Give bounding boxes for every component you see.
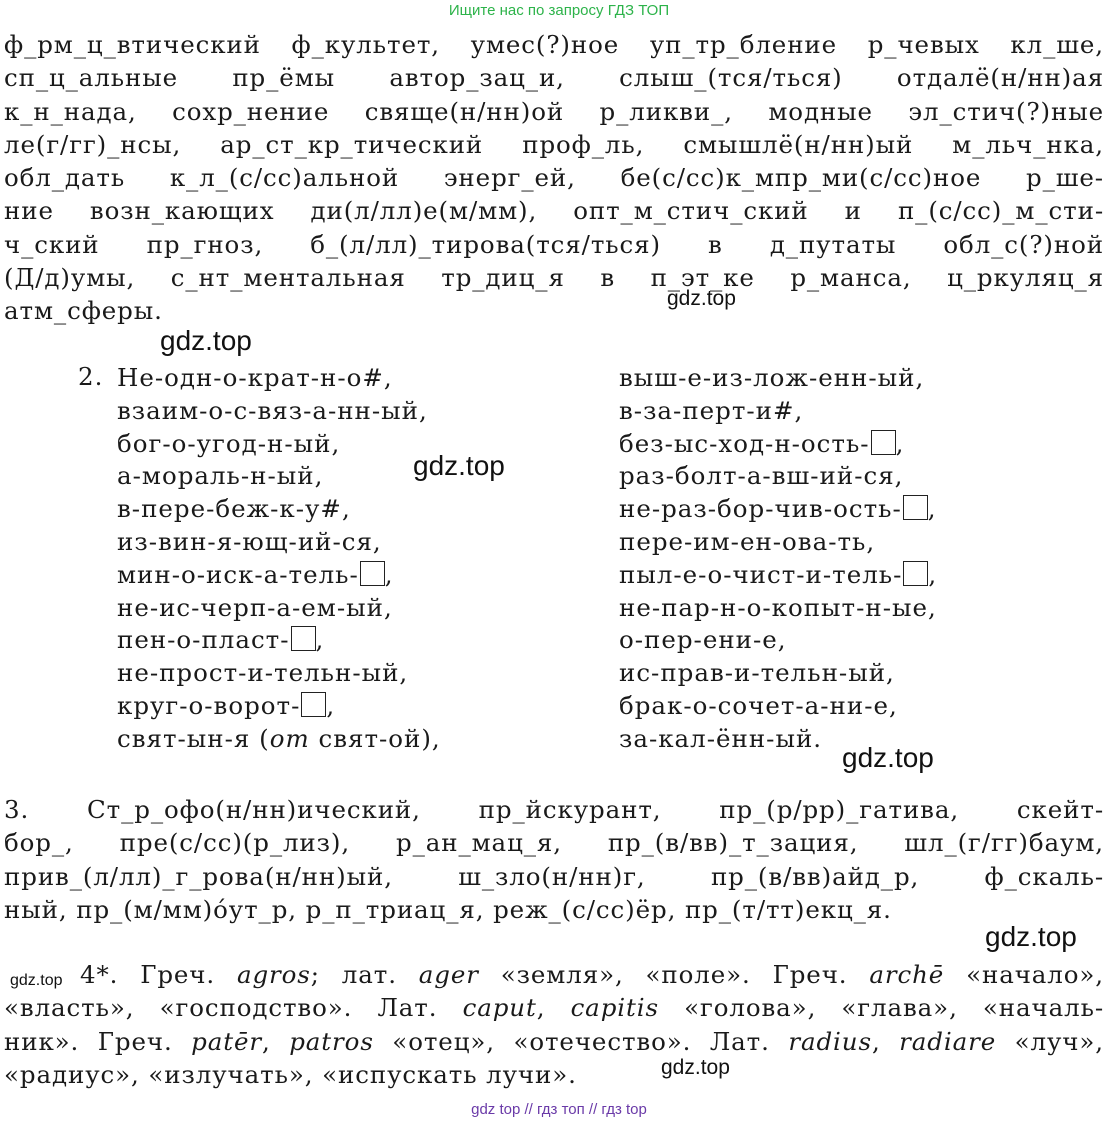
word-text: не-ис-черп-а-ем-ый, (117, 592, 393, 622)
zero-ending-box-icon (291, 626, 316, 651)
morpheme-word (619, 592, 937, 625)
word-punct: , (384, 559, 394, 589)
line-fragment: «начало», (944, 960, 1104, 989)
zero-ending-box-icon (301, 692, 326, 717)
exercise-1-text (4, 28, 1104, 328)
word-text: раз-болт-а-вш-ий-ся, (619, 461, 904, 491)
text-line: ле(г/гг)_нсы, ар_ст_кр_тический проф_ль, смышлё(н/нн)ый м_льч_нка, (4, 129, 1104, 159)
word-text: взаим-о-с-вяз-а-нн-ый, (117, 395, 428, 425)
word-text: бог-о-угод-н-ый, (117, 428, 341, 458)
line-fragment: «голова», «глава», «началь- (658, 993, 1105, 1023)
morpheme-word (117, 493, 441, 526)
word-text: ис-прав-и-тельн-ый, (619, 658, 895, 688)
line-fragment: ник». Греч. (4, 1026, 192, 1056)
morpheme-word (117, 428, 441, 461)
text-line (80, 958, 1104, 991)
line-fragment: «отец», «отечество». Лат. (373, 1026, 789, 1056)
morpheme-word (619, 395, 937, 428)
morpheme-word (619, 657, 937, 690)
word-text: без-ыс-ход-н-ость- (619, 428, 870, 458)
exercise-2-right-column (619, 362, 937, 756)
word-punct: , (326, 690, 336, 720)
word-punct: , (895, 428, 905, 458)
text-line: 3. Ст_р_офо(н/нн)ический, пр_йскурант, пр_(р/рр)_гатива, скейт- (4, 795, 1104, 824)
exercise-3-text (4, 793, 1104, 926)
morpheme-word (619, 624, 937, 657)
word-text: о-пер-ени-е, (619, 625, 787, 655)
text-line (4, 1025, 1104, 1058)
text-line: ч_ский пр_гноз, б_(л/лл)_тирова(тся/ться) в д_путаты обл_с(?)ной (4, 229, 1104, 259)
text-line: (Д/д)умы, с_нт_ментальная тр_диц_я в п_эт_ке р_манса, ц_ркуляц_я (4, 263, 1104, 293)
morpheme-word (117, 657, 441, 690)
word-text: в-пере-беж-к-у#, (117, 494, 351, 524)
zero-ending-box-icon (903, 495, 928, 520)
word-text: из-вин-я-ющ-ий-ся, (117, 526, 382, 556)
watermark: gdz.top (667, 287, 736, 310)
morpheme-word (619, 526, 937, 559)
watermark: gdz.top (985, 921, 1077, 952)
morpheme-word (619, 559, 937, 592)
word-text: пыл-е-о-чист-и-тель- (619, 559, 903, 589)
line-fragment: ; лат. (310, 960, 419, 989)
text-line: сп_ц_альные пр_ёмы автор_зац_и, слыш_(тся/ться) отдалё(н/нн)ая (4, 63, 1104, 93)
text-line (4, 1058, 1104, 1091)
morpheme-word (117, 592, 441, 625)
morpheme-word (619, 428, 937, 461)
term-italic: agros (236, 960, 311, 989)
word-text: выш-е-из-лож-енн-ый, (619, 363, 925, 392)
word-text: в-за-перт-и#, (619, 395, 804, 425)
morpheme-word (619, 460, 937, 493)
word-text: пере-им-ен-ова-ть, (619, 526, 876, 556)
morpheme-word (619, 493, 937, 526)
morpheme-word (619, 690, 937, 723)
morpheme-word (117, 526, 441, 559)
watermark: gdz.top (160, 325, 252, 356)
text-line: прив_(л/лл)_г_рова(н/нн)ый, ш_зло(н/нн)г, пр_(в/вв)айд_р, ф_скаль- (4, 861, 1104, 891)
morpheme-word (117, 690, 441, 723)
zero-ending-box-icon (903, 561, 928, 586)
term-italic: capitis (570, 993, 659, 1023)
text-line: бор_, пре(с/сс)(р_лиз), р_ан_мац_я, пр_(в/вв)_т_зация, шл_(г/гг)баум, (4, 828, 1104, 858)
morpheme-word (117, 395, 441, 428)
morpheme-word (117, 624, 441, 657)
term-italic: archē (869, 960, 945, 989)
word-text: брак-о-сочет-а-ни-е, (619, 690, 898, 720)
word-rest: свят-ой), (309, 723, 441, 753)
top-banner[interactable]: Ищите нас по запросу ГДЗ ТОП (448, 2, 670, 19)
line-fragment: , (871, 1026, 900, 1056)
term-italic: caput (462, 993, 537, 1023)
word-punct: , (928, 559, 938, 589)
line-fragment: «радиус», «излучать», «испускать лучи». (4, 1059, 577, 1089)
line-fragment: «земля», «поле». Греч. (478, 960, 870, 989)
line-fragment: , (536, 993, 571, 1023)
text-line: ние возн_кающих ди(л/лл)е(м/мм), опт_м_стич_ский и п_(с/сс)_м_сти- (4, 196, 1104, 226)
morpheme-word (117, 460, 441, 493)
text-line: ф_рм_ц_втический ф_культет, умес(?)ное уп_тр_бление р_чевых кл_ше, (4, 30, 1104, 59)
morpheme-word (619, 723, 937, 756)
text-line: ный, пр_(м/мм)óут_р, р_п_триац_я, реж_(с/сс)ёр, пр_(т/тт)екц_я. (4, 894, 892, 924)
word-text: круг-о-ворот- (117, 690, 301, 720)
word-text: не-прост-и-тельн-ый, (117, 658, 409, 688)
morpheme-word (117, 723, 441, 756)
word-text: а-мораль-н-ый, (117, 461, 324, 491)
morpheme-word (117, 362, 441, 395)
text-line: обл_дать к_л_(с/сс)альной энерг_ей, бе(с/сс)к_мпр_ми(с/сс)ное р_ше- (4, 163, 1104, 193)
word-text: пен-о-пласт- (117, 625, 290, 655)
text-line (4, 991, 1104, 1024)
word-punct: , (927, 494, 937, 524)
exercise-2-left-column (117, 362, 441, 756)
zero-ending-box-icon (360, 561, 385, 586)
watermark: gdz.top (10, 972, 63, 989)
term-italic: patros (289, 1026, 374, 1056)
zero-ending-box-icon (871, 430, 896, 455)
morpheme-word (117, 559, 441, 592)
line-fragment: , (262, 1026, 290, 1056)
term-italic: radius (788, 1026, 872, 1056)
term-italic: radiare (899, 1026, 997, 1056)
term-italic: patēr (191, 1026, 263, 1056)
line-fragment: «луч», (996, 1026, 1104, 1056)
word-text: мин-о-иск-а-тель- (117, 559, 359, 589)
text-line: атм_сферы. (4, 296, 163, 326)
word-text: не-пар-н-о-копыт-н-ые, (619, 592, 937, 622)
watermark: gdz.top (413, 450, 505, 481)
footer-links[interactable]: gdz top // гдз топ // гдз top (471, 1101, 647, 1118)
text-line: к_н_нада, сохр_нение свяще(н/нн)ой р_ликви_, модные эл_стич(?)ные (4, 96, 1104, 126)
word-italic: от (269, 723, 310, 753)
word-text: Не-одн-о-крат-н-о#, (117, 363, 393, 392)
word-punct: , (315, 625, 325, 655)
term-italic: ager (418, 960, 479, 989)
word-text: свят-ын-я ( (117, 723, 270, 753)
word-text: не-раз-бор-чив-ость- (619, 494, 902, 524)
morpheme-word (619, 362, 937, 395)
watermark: gdz.top (661, 1056, 730, 1079)
line-fragment: 4*. Греч. (80, 960, 237, 989)
line-fragment: «власть», «господство». Лат. (4, 993, 463, 1023)
exercise-2-number: 2. (78, 362, 104, 391)
watermark: gdz.top (842, 742, 934, 773)
word-text: за-кал-ённ-ый. (619, 723, 823, 753)
